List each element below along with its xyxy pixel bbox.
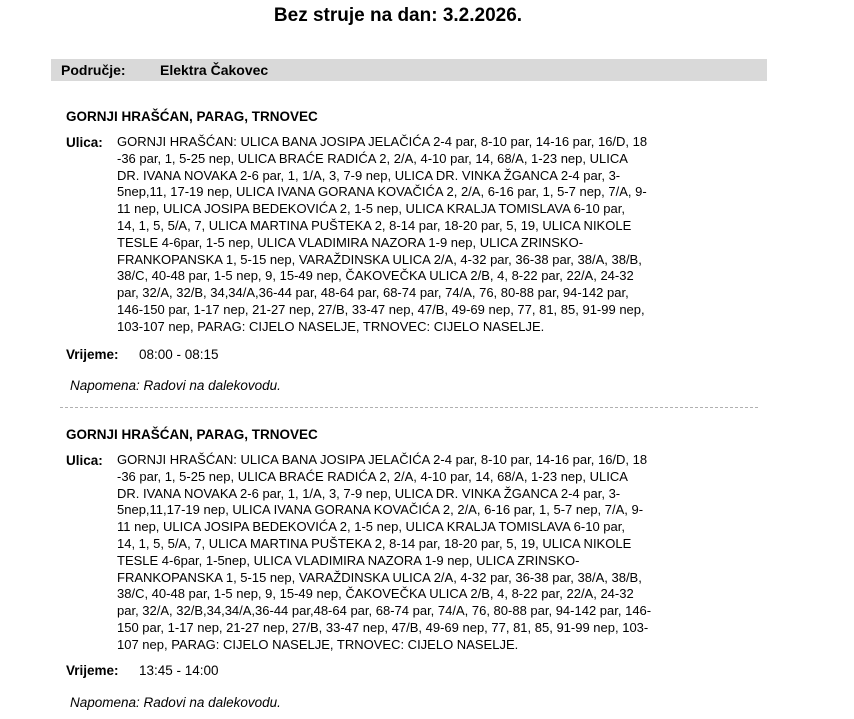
outage-note: Napomena: Radovi na dalekovodu. [70,695,281,710]
area-label: Područje: [61,62,126,78]
street-list: GORNJI HRAŠĆAN: ULICA BANA JOSIPA JELAČIĆA 2-4 par, 8-10 par, 14-16 par, 16/D, 18 -36 par, 1, 5-25 nep, ULICA BRAĆE RADIĆA 2, 2/A, 4-10 par, 14, 68/A, 1-23 nep, ULICA DR. IVANA NOVAKA 2-6 par, 1, 1/A, 3, 7-9 nep, ULICA DR. VINKA ŽGANCA 2-4 par, 3- 5nep,11, 17-19 nep, ULICA IVANA GORANA KOVAČIĆA 2, 2/A, 6-16 par, 1, 5-7 nep, 7/A, 9- 11 nep, ULICA JOSIPA BEDEKOVIĆA 2, 1-5 nep, ULICA KRALJA TOMISLAVA 6-10 par, 14, 1, 5, 5/A, 7, ULICA MARTINA PUŠTEKA 2, 8-14 par, 18-20 par, 5, 19, ULICA NIKOLE TESLE 4-6par, 1-5 nep, ULICA VLADIMIRA NAZORA 1-9 nep, ULICA ZRINSKO- FRANKOPANSKA 1, 5-15 nep, VARAŽDINSKA ULICA 2/A, 4-32 par, 36-38 par, 38/A, 38/B, 38/C, 40-48 par, 1-5 nep, 9, 15-49 nep, ČAKOVEČKA ULICA 2/B, 4, 8-22 par, 22/A, 24-32 par, 32/A, 32/B, 34,34/A,36-44 par, 48-64 par, 68-74 par, 74/A, 76, 80-88 par, 94-142 par, 146-150 par, 1-17 nep, 21-27 nep, 27/B, 33-47 nep, 47/B, 49-69 nep, 77, 81, 85, 91-99 nep, 103-107 nep, PARAG: CIJELO NASELJE, TRNOVEC: CIJELO NASELJE. [117,134,648,334]
outage-place: GORNJI HRAŠĆAN, PARAG, TRNOVEC [66,109,318,124]
time-label: Vrijeme: [66,663,119,678]
entry-divider [60,407,758,408]
outage-note: Napomena: Radovi na dalekovodu. [70,378,281,393]
street-list: GORNJI HRAŠĆAN: ULICA BANA JOSIPA JELAČIĆA 2-4 par, 8-10 par, 14-16 par, 16/D, 18 -36 par, 1, 5-25 nep, ULICA BRAĆE RADIĆA 2, 2/A, 4-10 par, 14, 68/A, 1-23 nep, ULICA DR. IVANA NOVAKA 2-6 par, 1, 1/A, 3, 7-9 nep, ULICA DR. VINKA ŽGANCA 2-4 par, 3- 5nep,11,17-19 nep, ULICA IVANA GORANA KOVAČIĆA 2, 2/A, 6-16 par, 1, 5-7 nep, 7/A, 9- 11 nep, ULICA JOSIPA BEDEKOVIĆA 2, 1-5 nep, ULICA KRALJA TOMISLAVA 6-10 par, 14, 1, 5, 5/A, 7, ULICA MARTINA PUŠTEKA 2, 8-14 par, 18-20 par, 5, 19, ULICA NIKOLE TESLE 4-6par, 1-5nep, ULICA VLADIMIRA NAZORA 1-9 nep, ULICA ZRINSKO- FRANKOPANSKA 1, 5-15 nep, VARAŽDINSKA ULICA 2/A, 4-32 par, 36-38 par, 38/A, 38/B, 38/C, 40-48 par, 1-5 nep, 9, 15-49 nep, ČAKOVEČKA ULICA 2/B, 4, 8-22 par, 22/A, 24-32 par, 32/A, 32/B,34,34/A,36-44 par,48-64 par, 68-74 par, 74/A, 76, 80-88 par, 94-142 par, 146- 150 par, 1-17 nep, 21-27 nep, 27/B, 33-47 nep, 47/B, 49-69 nep, 77, 81, 85, 91-99 nep, 103- 107 nep, PARAG: CIJELO NASELJE, TRNOVEC: CIJELO NASELJE. [117,452,652,652]
street-label: Ulica: [66,453,103,468]
page-title: Bez struje na dan: 3.2.2026. [273,5,523,26]
area-value: Elektra Čakovec [160,62,269,78]
outage-place: GORNJI HRAŠĆAN, PARAG, TRNOVEC [66,427,318,442]
time-label: Vrijeme: [66,347,119,362]
area-header [51,59,767,81]
street-label: Ulica: [66,135,103,150]
time-value: 13:45 - 14:00 [139,663,219,678]
time-value: 08:00 - 08:15 [139,347,219,362]
